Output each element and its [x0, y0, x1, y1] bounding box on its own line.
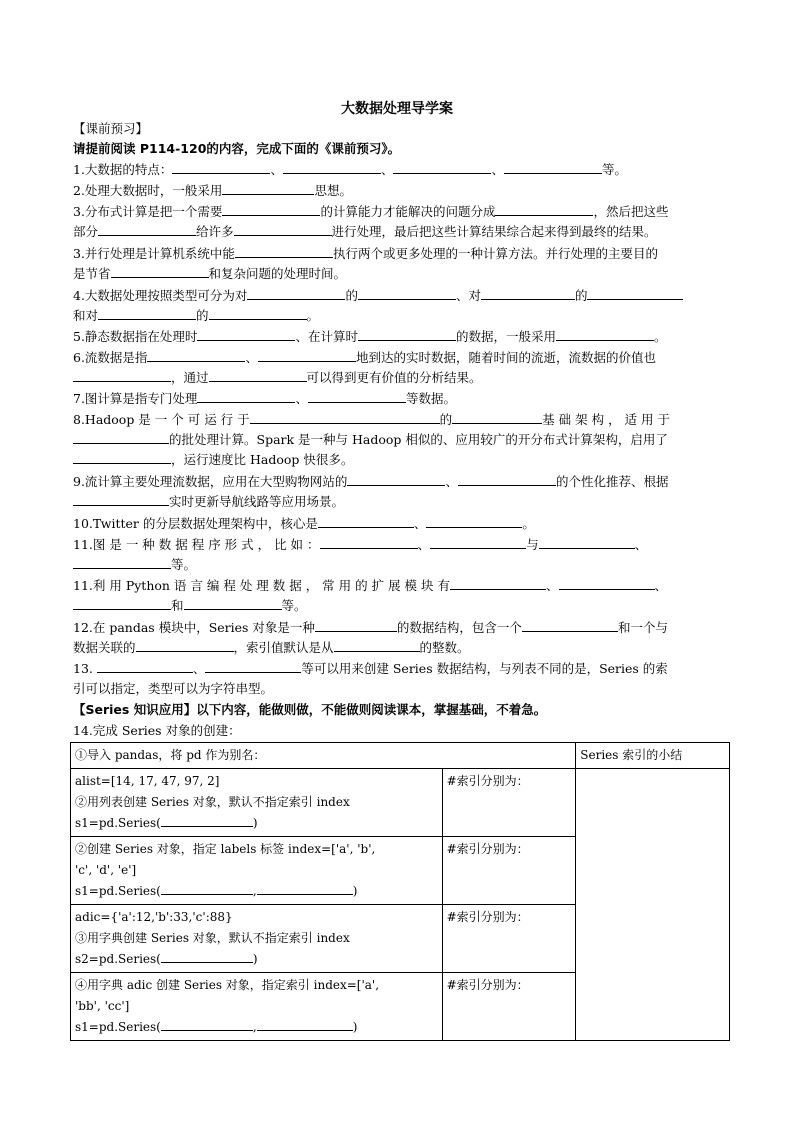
blank[interactable]: [393, 160, 491, 174]
question-10-cont: 实时更新导航线路等应用场景。: [73, 492, 723, 512]
question-3: 3.分布式计算是把一个需要 的计算能力才能解决的问题分成 ，然后把这些: [73, 204, 669, 219]
question-10: 9.流计算主要处理流数据，应用在大型购物网站的 、 的个性化推荐、根据: [73, 474, 669, 489]
question-15: 13. 、 等可以用来创建 Series 数据结构，与列表不同的是，Series 的索: [73, 661, 668, 676]
blank[interactable]: [222, 202, 320, 216]
table-row: alist=[14, 17, 47, 97, 2] ②用列表创建 Series 对象，默认不指定索引 index s1=pd.Series( ) #索引分别为：: [71, 769, 730, 837]
blank[interactable]: [430, 535, 526, 549]
blank[interactable]: [73, 555, 171, 569]
series-table: [70, 742, 730, 1041]
blank[interactable]: [247, 286, 345, 300]
reading-instruction: 请提前阅读 P114-120的内容，完成下面的《课前预习》。: [73, 141, 401, 156]
question-16: 14.完成 Series 对象的创建：: [73, 723, 241, 738]
blank[interactable]: [97, 659, 193, 673]
blank[interactable]: [73, 368, 171, 382]
blank[interactable]: [334, 638, 420, 652]
blank[interactable]: [308, 389, 406, 403]
blank[interactable]: [358, 327, 456, 341]
question-2: 2.处理大数据时，一般采用 思想。: [73, 183, 352, 198]
blank[interactable]: [197, 389, 295, 403]
blank[interactable]: [320, 535, 418, 549]
blank[interactable]: [426, 514, 522, 528]
question-1: 1.大数据的特点： 、 、 、 等。: [73, 162, 627, 177]
blank[interactable]: [450, 576, 546, 590]
blank[interactable]: [161, 881, 253, 895]
blank[interactable]: [98, 222, 196, 236]
question-5: 4.大数据处理按照类型可分为对 的 、对 的: [73, 286, 723, 306]
blank[interactable]: [209, 368, 307, 382]
question-6: 5.静态数据指在处理时 、在计算时 的数据，一般采用 。: [73, 329, 667, 344]
table-header-summary: Series 索引的小结: [576, 743, 730, 769]
question-7-cont: ，通过 可以得到更有价值的分析结果。: [73, 368, 723, 388]
section-preview-heading: 【课前预习】: [73, 121, 149, 136]
blank[interactable]: [235, 244, 333, 258]
blank[interactable]: [161, 949, 253, 963]
question-9-cont-2: ，运行速度比 Hadoop 快很多。: [73, 450, 723, 470]
question-12-cont: 等。: [73, 555, 723, 575]
blank[interactable]: [147, 348, 245, 362]
blank[interactable]: [111, 264, 209, 278]
blank[interactable]: [347, 472, 445, 486]
blank[interactable]: [161, 1017, 253, 1031]
blank[interactable]: [539, 535, 635, 549]
question-14: 12.在 pandas 模块中，Series 对象是一种 的数据结构，包含一个 和一个与: [73, 620, 668, 635]
question-13: 11.利 用 Python 语 言 编 程 处 理 数 据 ， 常 用 的 扩 展 模 块 有 、 、: [73, 578, 668, 593]
blank[interactable]: [98, 306, 196, 320]
blank[interactable]: [481, 286, 575, 300]
blank[interactable]: [258, 348, 356, 362]
summary-answer-cell[interactable]: [576, 769, 730, 1041]
question-9: 8.Hadoop 是 一 个 可 运 行 于 的 基 础 架 构 ， 适 用 于: [73, 412, 670, 427]
blank[interactable]: [73, 596, 171, 610]
blank[interactable]: [504, 160, 602, 174]
blank[interactable]: [556, 327, 654, 341]
question-11: 10.Twitter 的分层数据处理架构中，核心是 、 。: [73, 516, 535, 531]
blank[interactable]: [161, 813, 253, 827]
blank[interactable]: [205, 659, 301, 673]
blank[interactable]: [283, 160, 381, 174]
blank[interactable]: [458, 472, 556, 486]
document-title: 大数据处理导学案: [341, 101, 453, 117]
blank[interactable]: [358, 286, 456, 300]
blank[interactable]: [452, 410, 542, 424]
table-row: ④用字典 adic 创建 Series 对象，指定索引 index=['a', 'bb', 'cc'] s1=pd.Series( , ) #索引分别为：: [71, 973, 730, 1041]
blank[interactable]: [587, 286, 683, 300]
question-15-cont: 引可以指定，类型可以为字符串型。: [73, 681, 274, 696]
question-4-cont: 是节省 和复杂问题的处理时间。: [73, 266, 347, 281]
blank[interactable]: [136, 638, 234, 652]
blank[interactable]: [257, 881, 353, 895]
blank[interactable]: [234, 222, 332, 236]
blank[interactable]: [197, 327, 295, 341]
blank[interactable]: [73, 450, 171, 464]
question-8: 7.图计算是指专门处理 、 等数据。: [73, 391, 456, 406]
blank[interactable]: [315, 618, 397, 632]
question-14-cont: 数据关联的 ，索引值默认是从 的整数。: [73, 640, 470, 655]
question-7: 6.流数据是指 、 地到达的实时数据，随着时间的流逝，流数据的价值也: [73, 350, 656, 365]
question-13-cont: 和 等。: [73, 596, 723, 616]
blank[interactable]: [222, 181, 314, 195]
blank[interactable]: [73, 430, 169, 444]
blank[interactable]: [257, 1017, 353, 1031]
table-row: ②创建 Series 对象，指定 labels 标签 index=['a', 'b', 'c', 'd', 'e'] s1=pd.Series( , ) #索引分别为：: [71, 837, 730, 905]
blank[interactable]: [172, 160, 270, 174]
question-12: 11.图 是 一 种 数 据 程 序 形 式 ， 比 如 ： 、 与 、: [73, 537, 648, 552]
blank[interactable]: [250, 410, 440, 424]
blank[interactable]: [559, 576, 655, 590]
section-apply-heading: 【Series 知识应用】以下内容，能做则做，不能做则阅读课本，掌握基础，不着急。: [73, 702, 547, 717]
blank[interactable]: [73, 492, 169, 506]
table-row: adic={'a':12,'b':33,'c':88} ③用字典创建 Series 对象，默认不指定索引 index s2=pd.Series( ) #索引分别为：: [71, 905, 730, 973]
table-header-import: ①导入 pandas，将 pd 作为别名：: [71, 743, 576, 769]
blank[interactable]: [184, 596, 282, 610]
blank[interactable]: [495, 202, 593, 216]
question-5-cont: 和对 的 。: [73, 308, 320, 323]
question-3-cont: 部分 给许多 进行处理，最后把这些计算结果综合起来得到最终的结果。: [73, 224, 657, 239]
blank[interactable]: [522, 618, 618, 632]
blank[interactable]: [318, 514, 414, 528]
question-9-cont: 的批处理计算。Spark 是一种与 Hadoop 相似的、应用较广的开分布式计算架构，启用了: [73, 430, 723, 450]
blank[interactable]: [209, 306, 307, 320]
question-4: 3.并行处理是计算机系统中能 执行两个或更多处理的一种计算方法。并行处理的主要目的: [73, 246, 658, 261]
